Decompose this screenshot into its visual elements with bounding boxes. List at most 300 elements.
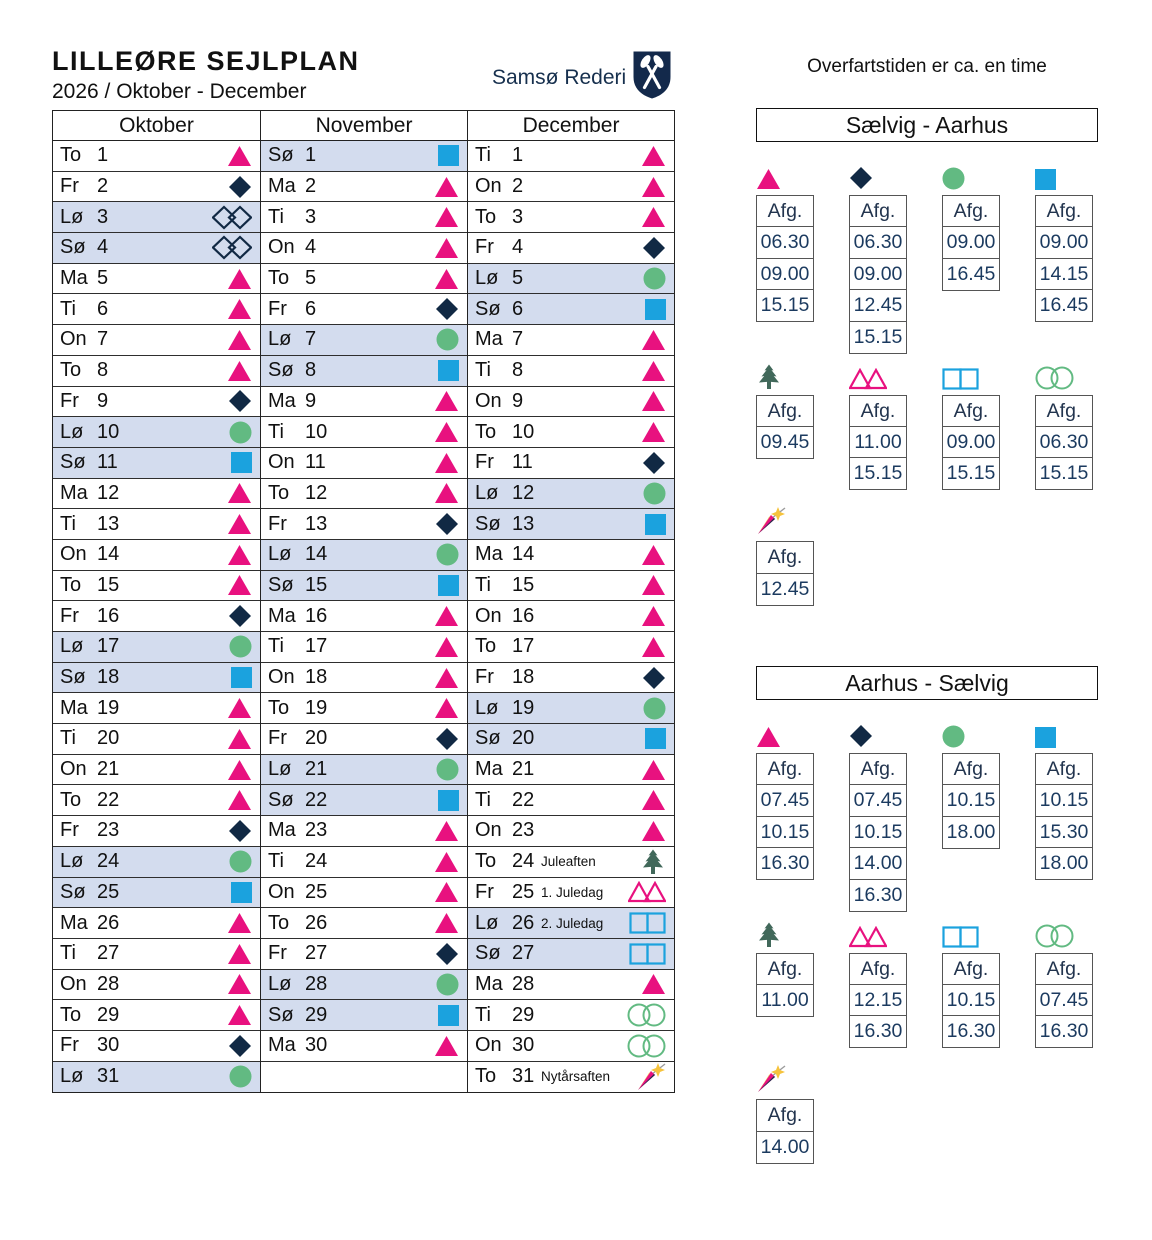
square-icon — [438, 1005, 459, 1026]
day-number: 11 — [512, 451, 533, 474]
day-of-week: To — [60, 1003, 82, 1026]
departure-time: 11.00 — [756, 984, 814, 1017]
day-of-week: Ti — [475, 359, 491, 382]
day-of-week: Ma — [475, 328, 503, 351]
diamond-icon — [642, 451, 666, 475]
day-number: 21 — [512, 758, 535, 781]
day-row-november-7 — [261, 325, 467, 356]
day-row-oktober-30 — [53, 1031, 260, 1062]
day-number: 18 — [305, 666, 328, 689]
triangle-icon — [227, 329, 252, 351]
departure-time: 16.30 — [942, 1015, 1000, 1048]
day-row-december-23 — [468, 816, 674, 847]
day-number: 14 — [305, 543, 328, 566]
day-of-week: Lø — [60, 205, 84, 228]
circle-icon — [643, 697, 666, 720]
triangle-icon — [434, 697, 459, 719]
day-row-december-8 — [468, 356, 674, 387]
triangle-icon — [227, 268, 252, 290]
departure-group-firework — [756, 1064, 814, 1163]
departure-header: Afg. — [849, 753, 907, 786]
triangle-icon — [641, 176, 666, 198]
day-of-week: To — [475, 205, 497, 228]
square-icon — [645, 728, 666, 749]
triangle-icon — [641, 329, 666, 351]
day-of-week: Ma — [268, 1034, 296, 1057]
departure-group-row — [756, 718, 1098, 912]
day-row-oktober-7 — [53, 325, 260, 356]
day-number: 12 — [512, 481, 535, 504]
route-section-1 — [756, 108, 1098, 606]
day-row-oktober-10 — [53, 417, 260, 448]
day-number: 1 — [97, 144, 109, 167]
day-number: 22 — [97, 788, 120, 811]
day-row-oktober-23 — [53, 816, 260, 847]
day-row-december-11 — [468, 448, 674, 479]
diamond-icon — [642, 666, 666, 690]
day-number: 14 — [512, 543, 535, 566]
day-row-november-4 — [261, 233, 467, 264]
diamond-icon — [642, 236, 666, 260]
day-number: 10 — [512, 420, 535, 443]
square-icon — [645, 299, 666, 320]
tree-icon — [756, 360, 814, 390]
day-row-december-30 — [468, 1031, 674, 1062]
day-of-week: To — [60, 359, 82, 382]
day-row-november-25 — [261, 878, 467, 909]
day-of-week: To — [475, 635, 497, 658]
triangle-icon — [434, 390, 459, 412]
double-triangle-icon — [628, 881, 666, 903]
day-number: 3 — [97, 205, 109, 228]
day-row-november-28 — [261, 970, 467, 1001]
day-row-oktober-27 — [53, 939, 260, 970]
departure-group-circle — [942, 160, 1000, 291]
diamond-icon — [435, 942, 459, 966]
triangle-icon — [641, 421, 666, 443]
departure-header: Afg. — [1035, 953, 1093, 986]
day-row-november-1 — [261, 141, 467, 172]
day-row-november-8 — [261, 356, 467, 387]
departure-time: 15.15 — [849, 321, 907, 354]
day-number: 25 — [305, 880, 328, 903]
double-circle-icon — [1035, 360, 1093, 390]
day-number: 22 — [305, 788, 328, 811]
day-row-november-29 — [261, 1000, 467, 1031]
day-number: 13 — [97, 512, 120, 535]
double-square-icon — [629, 943, 666, 965]
day-of-week: Ma — [475, 972, 503, 995]
triangle-icon — [641, 605, 666, 627]
square-icon — [231, 667, 252, 688]
day-number: 27 — [97, 942, 120, 965]
triangle-icon — [434, 820, 459, 842]
day-of-week: Lø — [475, 696, 499, 719]
day-number: 19 — [305, 696, 328, 719]
day-number: 19 — [512, 696, 535, 719]
day-row-november-16 — [261, 601, 467, 632]
month-header: Oktober — [53, 111, 260, 141]
triangle-icon — [227, 574, 252, 596]
day-number: 12 — [305, 481, 328, 504]
route-title: Aarhus - Sælvig — [756, 666, 1098, 700]
day-of-week: Ma — [268, 604, 296, 627]
departure-time: 14.15 — [1035, 258, 1093, 291]
triangle-icon — [434, 176, 459, 198]
triangle-icon — [227, 145, 252, 167]
day-of-week: Lø — [268, 543, 292, 566]
departure-time: 10.15 — [942, 984, 1000, 1017]
month-header: December — [468, 111, 674, 141]
departure-time: 14.00 — [849, 847, 907, 880]
holiday-label: Juleaften — [541, 854, 596, 870]
double-triangle-icon — [849, 918, 907, 948]
triangle-icon — [756, 160, 814, 190]
circle-icon — [643, 482, 666, 505]
double-square-icon — [942, 360, 1000, 390]
day-row-november-13 — [261, 509, 467, 540]
triangle-icon — [434, 636, 459, 658]
day-number: 29 — [97, 1003, 120, 1026]
day-row-november-2 — [261, 172, 467, 203]
circle-icon — [436, 973, 459, 996]
month-header: November — [261, 111, 467, 141]
day-number: 10 — [305, 420, 328, 443]
day-number: 2 — [305, 175, 317, 198]
diamond-icon — [849, 718, 907, 748]
departure-time: 06.30 — [1035, 426, 1093, 459]
day-number: 3 — [512, 205, 524, 228]
day-row-oktober-3 — [53, 202, 260, 233]
triangle-icon — [227, 728, 252, 750]
day-number: 31 — [97, 1065, 120, 1088]
day-of-week: Ti — [60, 297, 76, 320]
day-number: 30 — [512, 1034, 535, 1057]
day-number: 27 — [305, 942, 328, 965]
triangle-icon — [227, 697, 252, 719]
day-of-week: Fr — [268, 727, 287, 750]
day-row-oktober-18 — [53, 663, 260, 694]
holiday-label: 2. Juledag — [541, 915, 604, 931]
day-number: 30 — [305, 1034, 328, 1057]
double-diamond-icon — [212, 205, 252, 230]
day-number: 6 — [512, 297, 524, 320]
day-number: 9 — [512, 389, 524, 412]
day-row-december-16 — [468, 601, 674, 632]
triangle-icon — [227, 1004, 252, 1026]
diamond-icon — [228, 604, 252, 628]
day-of-week: Fr — [268, 942, 287, 965]
day-number: 21 — [97, 758, 120, 781]
day-number: 18 — [512, 666, 535, 689]
tree-icon — [640, 849, 666, 875]
departure-group-row — [756, 360, 1098, 491]
departure-time: 11.00 — [849, 426, 907, 459]
day-row-december-5 — [468, 264, 674, 295]
day-row-december-20 — [468, 724, 674, 755]
day-of-week: Fr — [60, 819, 79, 842]
day-row-december-18 — [468, 663, 674, 694]
departure-group-tree — [756, 360, 814, 459]
calendar-table — [52, 110, 675, 1093]
departure-group-double-triangle — [849, 918, 907, 1049]
departure-time: 16.30 — [849, 879, 907, 912]
day-of-week: Ti — [268, 850, 284, 873]
departure-time: 18.00 — [942, 816, 1000, 849]
departure-time: 16.30 — [1035, 1015, 1093, 1048]
day-of-week: Lø — [60, 420, 84, 443]
day-row-oktober-13 — [53, 509, 260, 540]
day-row-november-22 — [261, 785, 467, 816]
double-triangle-icon — [849, 360, 907, 390]
day-row-december-29 — [468, 1000, 674, 1031]
day-number: 20 — [305, 727, 328, 750]
day-number: 5 — [512, 267, 524, 290]
day-of-week: Fr — [60, 389, 79, 412]
day-row-december-12 — [468, 479, 674, 510]
day-number: 20 — [512, 727, 535, 750]
day-of-week: Fr — [475, 236, 494, 259]
departure-header: Afg. — [756, 541, 814, 574]
day-of-week: Sø — [60, 666, 86, 689]
day-number: 6 — [305, 297, 317, 320]
day-row-december-28 — [468, 970, 674, 1001]
departure-time: 09.00 — [756, 258, 814, 291]
departure-group-row — [756, 1064, 1098, 1163]
day-row-oktober-15 — [53, 571, 260, 602]
day-of-week: Lø — [60, 850, 84, 873]
departure-time: 12.45 — [849, 289, 907, 322]
day-row-oktober-4 — [53, 233, 260, 264]
day-row-december-7 — [468, 325, 674, 356]
day-row-oktober-9 — [53, 387, 260, 418]
day-of-week: Ma — [475, 543, 503, 566]
departure-time: 16.30 — [849, 1015, 907, 1048]
day-number: 17 — [97, 635, 120, 658]
departure-time: 07.45 — [756, 784, 814, 817]
departure-time: 14.00 — [756, 1131, 814, 1164]
day-of-week: Sø — [60, 451, 86, 474]
square-icon — [438, 790, 459, 811]
day-row-oktober-31 — [53, 1062, 260, 1093]
day-number: 17 — [305, 635, 328, 658]
day-row-november-9 — [261, 387, 467, 418]
day-of-week: Ti — [60, 512, 76, 535]
day-of-week: Ti — [60, 942, 76, 965]
day-row-oktober-6 — [53, 294, 260, 325]
day-number: 28 — [512, 972, 535, 995]
departure-group-triangle — [756, 160, 814, 322]
day-row-oktober-12 — [53, 479, 260, 510]
triangle-icon — [641, 360, 666, 382]
day-number: 9 — [305, 389, 317, 412]
day-of-week: Ti — [475, 1003, 491, 1026]
square-icon — [438, 575, 459, 596]
departure-header: Afg. — [942, 753, 1000, 786]
departure-header: Afg. — [756, 395, 814, 428]
day-number: 30 — [97, 1034, 120, 1057]
day-row-oktober-29 — [53, 1000, 260, 1031]
day-of-week: Fr — [60, 604, 79, 627]
day-number: 22 — [512, 788, 535, 811]
circle-icon — [942, 718, 1000, 748]
departure-time: 12.15 — [849, 984, 907, 1017]
triangle-icon — [434, 1035, 459, 1057]
diamond-icon — [228, 1034, 252, 1058]
triangle-icon — [434, 912, 459, 934]
day-row-november-5 — [261, 264, 467, 295]
day-number: 23 — [512, 819, 535, 842]
day-number: 25 — [97, 880, 120, 903]
circle-icon — [229, 850, 252, 873]
day-number: 28 — [305, 972, 328, 995]
day-row-november-3 — [261, 202, 467, 233]
day-of-week: Ma — [475, 758, 503, 781]
day-row-november-21 — [261, 755, 467, 786]
triangle-icon — [227, 482, 252, 504]
day-number: 11 — [97, 451, 118, 474]
day-of-week: Ma — [268, 389, 296, 412]
day-number: 10 — [97, 420, 120, 443]
departure-time: 10.15 — [942, 784, 1000, 817]
departure-time: 10.15 — [756, 816, 814, 849]
departure-time: 09.00 — [942, 426, 1000, 459]
day-of-week: Ma — [60, 696, 88, 719]
departure-header: Afg. — [849, 953, 907, 986]
day-number: 31 — [512, 1065, 535, 1088]
samso-rederi-logo — [492, 50, 672, 105]
day-of-week: On — [60, 758, 87, 781]
day-of-week: Lø — [268, 758, 292, 781]
day-number: 12 — [97, 481, 120, 504]
route-timetables — [756, 0, 1098, 1240]
day-row-december-17 — [468, 632, 674, 663]
day-number: 27 — [512, 942, 535, 965]
double-circle-icon — [627, 1034, 666, 1058]
departure-time: 15.15 — [849, 457, 907, 490]
triangle-icon — [434, 452, 459, 474]
day-of-week: To — [475, 420, 497, 443]
day-number: 4 — [97, 236, 109, 259]
double-circle-icon — [1035, 918, 1093, 948]
day-row-oktober-19 — [53, 693, 260, 724]
day-of-week: To — [268, 481, 290, 504]
triangle-icon — [434, 605, 459, 627]
day-row-december-4 — [468, 233, 674, 264]
month-column-oktober — [53, 111, 260, 1092]
day-of-week: On — [475, 604, 502, 627]
day-number: 28 — [97, 972, 120, 995]
square-icon — [231, 882, 252, 903]
day-number: 13 — [512, 512, 535, 535]
day-row-oktober-17 — [53, 632, 260, 663]
day-of-week: Fr — [268, 297, 287, 320]
triangle-icon — [756, 718, 814, 748]
day-of-week: To — [268, 267, 290, 290]
day-number: 11 — [305, 451, 326, 474]
circle-icon — [436, 543, 459, 566]
triangle-icon — [641, 206, 666, 228]
day-row-november-24 — [261, 847, 467, 878]
day-row-oktober-21 — [53, 755, 260, 786]
departure-time: 16.30 — [756, 847, 814, 880]
triangle-icon — [641, 636, 666, 658]
departure-group-double-triangle — [849, 360, 907, 491]
day-row-november-15 — [261, 571, 467, 602]
day-of-week: Ti — [475, 573, 491, 596]
day-number: 19 — [97, 696, 120, 719]
day-number: 9 — [97, 389, 109, 412]
day-row-december-9 — [468, 387, 674, 418]
page-title: LILLEØRE SEJLPLAN — [52, 46, 360, 76]
firework-icon — [756, 1064, 814, 1094]
day-of-week: On — [60, 328, 87, 351]
day-row-december-2 — [468, 172, 674, 203]
departure-group-row — [756, 160, 1098, 354]
day-of-week: On — [268, 880, 295, 903]
day-number: 8 — [512, 359, 524, 382]
departure-header: Afg. — [1035, 753, 1093, 786]
circle-icon — [942, 160, 1000, 190]
day-number: 6 — [97, 297, 109, 320]
holiday-label: Nytårsaften — [541, 1069, 611, 1085]
day-row-oktober-22 — [53, 785, 260, 816]
day-row-oktober-11 — [53, 448, 260, 479]
day-row-november-26 — [261, 908, 467, 939]
departure-header: Afg. — [942, 395, 1000, 428]
departure-header: Afg. — [1035, 395, 1093, 428]
double-diamond-icon — [212, 235, 252, 260]
day-number: 8 — [305, 359, 317, 382]
day-of-week: Ti — [475, 144, 491, 167]
diamond-icon — [435, 727, 459, 751]
departure-header: Afg. — [849, 195, 907, 228]
departure-group-diamond — [849, 160, 907, 354]
route-title: Sælvig - Aarhus — [756, 108, 1098, 142]
departure-time: 09.00 — [942, 226, 1000, 259]
day-row-december-15 — [468, 571, 674, 602]
day-of-week: Fr — [268, 512, 287, 535]
day-row-oktober-16 — [53, 601, 260, 632]
triangle-icon — [227, 789, 252, 811]
departure-group-double-circle — [1035, 360, 1093, 491]
double-square-icon — [942, 918, 1000, 948]
day-of-week: Sø — [60, 236, 86, 259]
holiday-label: 1. Juledag — [541, 884, 604, 900]
departure-time: 15.15 — [942, 457, 1000, 490]
day-of-week: To — [60, 144, 82, 167]
day-number: 24 — [512, 850, 535, 873]
day-of-week: Sø — [268, 788, 294, 811]
day-of-week: On — [60, 543, 87, 566]
departure-group-square — [1035, 160, 1093, 322]
day-number: 23 — [97, 819, 120, 842]
departure-header: Afg. — [1035, 195, 1093, 228]
triangle-icon — [227, 759, 252, 781]
departure-time: 10.15 — [1035, 784, 1093, 817]
day-of-week: On — [475, 175, 502, 198]
day-row-november-14 — [261, 540, 467, 571]
day-of-week: To — [268, 911, 290, 934]
day-row-december-21 — [468, 755, 674, 786]
day-of-week: On — [475, 819, 502, 842]
departure-time: 15.30 — [1035, 816, 1093, 849]
circle-icon — [643, 267, 666, 290]
day-number: 4 — [305, 236, 317, 259]
day-number: 2 — [512, 175, 524, 198]
logo-text: Samsø Rederi — [492, 65, 627, 89]
day-number: 20 — [97, 727, 120, 750]
